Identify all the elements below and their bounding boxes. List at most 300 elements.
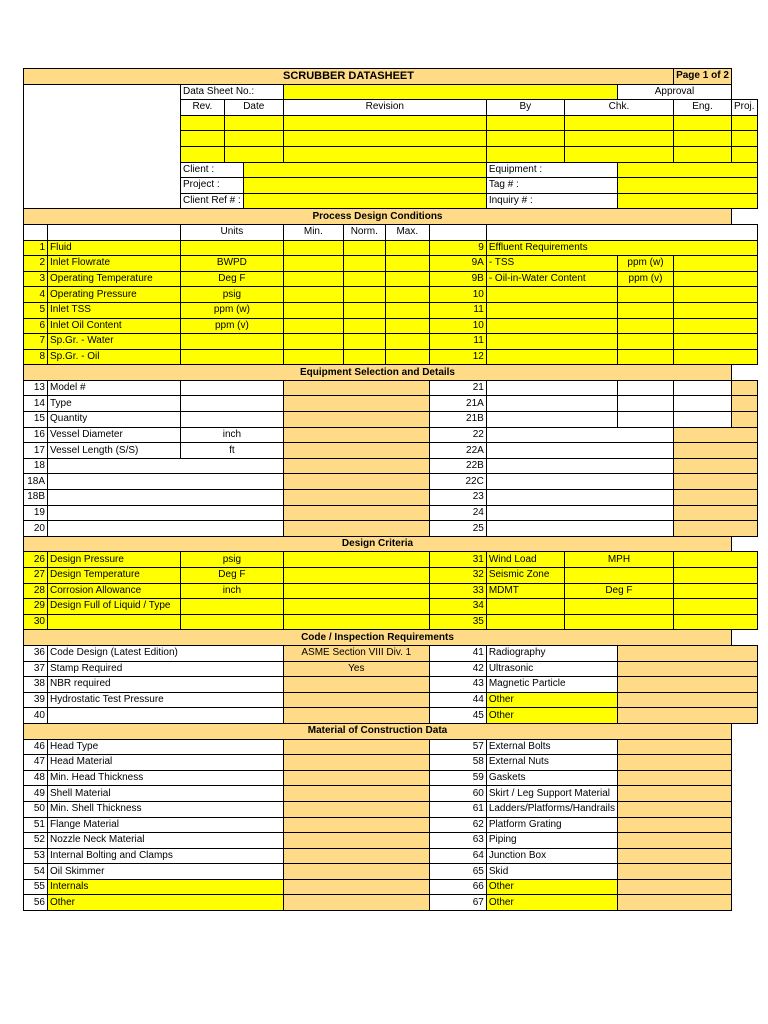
value-cell[interactable] bbox=[673, 458, 757, 474]
approval-label: Approval bbox=[617, 84, 731, 100]
table-row bbox=[24, 287, 758, 303]
unit-cell bbox=[181, 599, 284, 615]
item-number: 67 bbox=[429, 895, 486, 911]
min-header: Min. bbox=[283, 224, 343, 240]
table-row bbox=[24, 817, 758, 833]
norm-value-cell[interactable] bbox=[343, 318, 385, 334]
item-number: 48 bbox=[24, 770, 48, 786]
chk-cell[interactable] bbox=[564, 131, 673, 147]
item-number: 15 bbox=[24, 412, 48, 428]
value-cell[interactable] bbox=[731, 380, 757, 396]
value-cell[interactable] bbox=[283, 583, 429, 599]
table-row bbox=[24, 708, 758, 724]
table-row bbox=[24, 677, 758, 693]
value-cell[interactable] bbox=[617, 661, 757, 677]
item-number: 19 bbox=[24, 505, 48, 521]
unit-cell: inch bbox=[181, 427, 284, 443]
unit-cell bbox=[617, 318, 673, 334]
rev-cell[interactable] bbox=[181, 146, 225, 162]
equipment-label: Equipment : bbox=[486, 162, 617, 178]
tag-label: Tag # : bbox=[486, 178, 617, 194]
value-cell[interactable] bbox=[617, 817, 731, 833]
item-label: Other bbox=[48, 895, 284, 911]
unit-cell bbox=[617, 302, 673, 318]
min-value-cell[interactable] bbox=[283, 302, 343, 318]
table-row bbox=[24, 583, 758, 599]
page-indicator: Page 1 of 2 bbox=[673, 69, 731, 85]
min-value-cell[interactable] bbox=[283, 334, 343, 350]
value-cell[interactable] bbox=[283, 552, 429, 568]
table-row bbox=[24, 240, 758, 256]
proj-cell[interactable] bbox=[731, 131, 757, 147]
value-cell[interactable] bbox=[673, 287, 757, 303]
item-number: 38 bbox=[24, 677, 48, 693]
value-cell[interactable] bbox=[673, 599, 757, 615]
value-cell[interactable] bbox=[283, 677, 429, 693]
unit-cell bbox=[564, 599, 673, 615]
item-label: Internal Bolting and Clamps bbox=[48, 848, 284, 864]
item-label: Ultrasonic bbox=[486, 661, 617, 677]
unit-cell bbox=[564, 568, 673, 584]
table-row bbox=[24, 443, 758, 459]
table-row bbox=[24, 848, 758, 864]
item-number: 40 bbox=[24, 708, 48, 724]
unit-cell bbox=[617, 349, 673, 365]
item-label: Other bbox=[486, 879, 617, 895]
table-row bbox=[24, 458, 758, 474]
item-number: 37 bbox=[24, 661, 48, 677]
unit-cell bbox=[617, 396, 673, 412]
item-label bbox=[48, 458, 284, 474]
value-cell[interactable] bbox=[673, 271, 757, 287]
item-label: Operating Pressure bbox=[48, 287, 181, 303]
inquiry-field[interactable] bbox=[617, 193, 757, 209]
item-number: 8 bbox=[24, 349, 48, 365]
item-label: Quantity bbox=[48, 412, 181, 428]
section-header-row bbox=[24, 723, 758, 739]
norm-header: Norm. bbox=[343, 224, 385, 240]
table-row bbox=[24, 645, 758, 661]
unit-cell bbox=[181, 334, 284, 350]
value-cell[interactable] bbox=[617, 739, 731, 755]
value-cell[interactable] bbox=[617, 692, 757, 708]
unit-cell: inch bbox=[181, 583, 284, 599]
revision-cell[interactable] bbox=[283, 146, 486, 162]
min-value-cell[interactable] bbox=[283, 287, 343, 303]
value-cell[interactable] bbox=[617, 895, 731, 911]
item-number: 62 bbox=[429, 817, 486, 833]
value-cell[interactable] bbox=[283, 490, 429, 506]
value-cell[interactable] bbox=[673, 349, 757, 365]
value-cell[interactable] bbox=[673, 505, 757, 521]
value-cell[interactable] bbox=[283, 786, 429, 802]
value-cell[interactable] bbox=[617, 770, 731, 786]
unit-cell: Deg F bbox=[181, 271, 284, 287]
unit-cell bbox=[617, 287, 673, 303]
item-number: 35 bbox=[429, 614, 486, 630]
item-label bbox=[486, 521, 673, 537]
value-cell[interactable] bbox=[283, 817, 429, 833]
client-label: Client : bbox=[181, 162, 244, 178]
value-cell[interactable] bbox=[283, 412, 429, 428]
table-row bbox=[24, 349, 758, 365]
item-number: 42 bbox=[429, 661, 486, 677]
item-number: 52 bbox=[24, 833, 48, 849]
value-cell[interactable] bbox=[283, 833, 429, 849]
value-cell[interactable] bbox=[673, 568, 757, 584]
revision-cell[interactable] bbox=[283, 115, 486, 131]
item-label: Sp.Gr. - Water bbox=[48, 334, 181, 350]
item-number: 30 bbox=[24, 614, 48, 630]
table-row bbox=[24, 661, 758, 677]
item-number: 51 bbox=[24, 817, 48, 833]
max-value-cell[interactable] bbox=[385, 334, 429, 350]
max-value-cell[interactable] bbox=[385, 287, 429, 303]
value-cell[interactable] bbox=[673, 256, 757, 272]
section-header-row bbox=[24, 536, 758, 552]
by-cell[interactable] bbox=[486, 146, 564, 162]
value-cell[interactable] bbox=[283, 568, 429, 584]
item-label: Gaskets bbox=[486, 770, 617, 786]
max-value-cell[interactable] bbox=[385, 256, 429, 272]
value-cell[interactable] bbox=[283, 427, 429, 443]
section-title: Code / Inspection Requirements bbox=[24, 630, 732, 646]
item-label bbox=[48, 505, 284, 521]
chk-header: Chk. bbox=[564, 100, 673, 116]
value-cell[interactable] bbox=[617, 645, 757, 661]
rev-header: Rev. bbox=[181, 100, 225, 116]
value-cell[interactable] bbox=[617, 786, 731, 802]
revision-cell[interactable] bbox=[283, 131, 486, 147]
item-number: 21B bbox=[429, 412, 486, 428]
min-value-cell[interactable] bbox=[283, 318, 343, 334]
value-cell[interactable] bbox=[283, 505, 429, 521]
value-cell[interactable] bbox=[731, 412, 757, 428]
table-row bbox=[24, 521, 758, 537]
item-label: Magnetic Particle bbox=[486, 677, 617, 693]
table-row bbox=[24, 256, 758, 272]
norm-value-cell[interactable] bbox=[343, 240, 385, 256]
item-label: Piping bbox=[486, 833, 617, 849]
value-cell[interactable] bbox=[283, 396, 429, 412]
item-label: Inlet Oil Content bbox=[48, 318, 181, 334]
max-value-cell[interactable] bbox=[385, 318, 429, 334]
item-label: Inlet Flowrate bbox=[48, 256, 181, 272]
unit-cell: Deg F bbox=[564, 583, 673, 599]
item-number: 45 bbox=[429, 708, 486, 724]
item-number: 10 bbox=[429, 318, 486, 334]
value-cell[interactable]: ASME Section VIII Div. 1 bbox=[283, 645, 429, 661]
eng-cell[interactable] bbox=[673, 131, 731, 147]
item-label bbox=[486, 302, 617, 318]
item-number: 43 bbox=[429, 677, 486, 693]
value-cell[interactable] bbox=[673, 583, 757, 599]
item-number: 60 bbox=[429, 786, 486, 802]
item-label: Other bbox=[486, 692, 617, 708]
value-cell[interactable] bbox=[673, 614, 757, 630]
item-number: 11 bbox=[429, 334, 486, 350]
min-value-cell[interactable] bbox=[283, 240, 343, 256]
item-label: External Nuts bbox=[486, 755, 617, 771]
date-cell[interactable] bbox=[224, 115, 283, 131]
item-number: 32 bbox=[429, 568, 486, 584]
date-cell[interactable] bbox=[224, 131, 283, 147]
item-label bbox=[48, 614, 181, 630]
item-label bbox=[486, 287, 617, 303]
item-number: 47 bbox=[24, 755, 48, 771]
value-cell[interactable] bbox=[617, 677, 757, 693]
max-value-cell[interactable] bbox=[385, 302, 429, 318]
unit-cell: ppm (w) bbox=[181, 302, 284, 318]
item-label: Stamp Required bbox=[48, 661, 284, 677]
item-number: 39 bbox=[24, 692, 48, 708]
value-cell[interactable] bbox=[283, 443, 429, 459]
item-label: Skirt / Leg Support Material bbox=[486, 786, 617, 802]
value-cell[interactable] bbox=[617, 833, 731, 849]
item-number: 58 bbox=[429, 755, 486, 771]
norm-value-cell[interactable] bbox=[343, 302, 385, 318]
item-label bbox=[486, 427, 673, 443]
item-number: 18 bbox=[24, 458, 48, 474]
unit-cell: ppm (v) bbox=[181, 318, 284, 334]
unit-cell bbox=[181, 240, 284, 256]
section-title: Process Design Conditions bbox=[24, 209, 732, 225]
rev-cell[interactable] bbox=[181, 131, 225, 147]
value-cell[interactable] bbox=[283, 770, 429, 786]
table-row bbox=[24, 396, 758, 412]
value-cell[interactable] bbox=[283, 692, 429, 708]
table-row bbox=[24, 334, 758, 350]
value-cell[interactable] bbox=[617, 848, 731, 864]
item-label: Hydrostatic Test Pressure bbox=[48, 692, 284, 708]
blank-cell bbox=[673, 396, 731, 412]
item-number: 9B bbox=[429, 271, 486, 287]
eng-cell[interactable] bbox=[673, 146, 731, 162]
item-number: 26 bbox=[24, 552, 48, 568]
item-number: 55 bbox=[24, 879, 48, 895]
unit-cell bbox=[617, 380, 673, 396]
item-label: Design Pressure bbox=[48, 552, 181, 568]
value-cell[interactable] bbox=[673, 474, 757, 490]
norm-value-cell[interactable] bbox=[343, 334, 385, 350]
value-cell[interactable] bbox=[283, 521, 429, 537]
item-number: 11 bbox=[429, 302, 486, 318]
item-label: Type bbox=[48, 396, 181, 412]
item-label: Design Temperature bbox=[48, 568, 181, 584]
scrubber-datasheet-table bbox=[23, 68, 758, 911]
item-number: 1 bbox=[24, 240, 48, 256]
item-label: Shell Material bbox=[48, 786, 284, 802]
item-number: 22B bbox=[429, 458, 486, 474]
value-cell[interactable] bbox=[673, 318, 757, 334]
item-label bbox=[486, 599, 564, 615]
value-cell[interactable] bbox=[673, 334, 757, 350]
value-cell[interactable] bbox=[283, 599, 429, 615]
value-cell[interactable] bbox=[617, 755, 731, 771]
value-cell[interactable] bbox=[731, 396, 757, 412]
norm-value-cell[interactable] bbox=[343, 349, 385, 365]
value-cell[interactable] bbox=[283, 614, 429, 630]
item-number: 14 bbox=[24, 396, 48, 412]
proj-cell[interactable] bbox=[731, 146, 757, 162]
value-cell[interactable] bbox=[283, 864, 429, 880]
item-label: Design Full of Liquid / Type bbox=[48, 599, 181, 615]
project-field[interactable] bbox=[243, 178, 486, 194]
value-cell[interactable] bbox=[283, 895, 429, 911]
item-label bbox=[486, 458, 673, 474]
item-label: MDMT bbox=[486, 583, 564, 599]
chk-cell[interactable] bbox=[564, 115, 673, 131]
table-row bbox=[24, 380, 758, 396]
unit-cell: psig bbox=[181, 552, 284, 568]
item-label: Inlet TSS bbox=[48, 302, 181, 318]
value-cell[interactable] bbox=[673, 443, 757, 459]
item-number: 3 bbox=[24, 271, 48, 287]
tag-field[interactable] bbox=[617, 178, 757, 194]
item-number: 9A bbox=[429, 256, 486, 272]
item-number: 54 bbox=[24, 864, 48, 880]
item-number: 18A bbox=[24, 474, 48, 490]
equipment-field[interactable] bbox=[617, 162, 757, 178]
max-header: Max. bbox=[385, 224, 429, 240]
date-cell[interactable] bbox=[224, 146, 283, 162]
datasheet-title: SCRUBBER DATASHEET bbox=[24, 69, 674, 85]
eng-header: Eng. bbox=[673, 100, 731, 116]
value-cell[interactable] bbox=[283, 879, 429, 895]
item-number: 29 bbox=[24, 599, 48, 615]
blank-cell bbox=[24, 224, 48, 240]
table-row bbox=[24, 770, 758, 786]
item-label: Vessel Length (S/S) bbox=[48, 443, 181, 459]
unit-cell bbox=[564, 614, 673, 630]
item-label: External Bolts bbox=[486, 739, 617, 755]
table-row bbox=[24, 755, 758, 771]
item-label: Junction Box bbox=[486, 848, 617, 864]
value-cell[interactable] bbox=[617, 708, 757, 724]
value-cell[interactable] bbox=[283, 380, 429, 396]
value-cell[interactable] bbox=[673, 302, 757, 318]
min-value-cell[interactable] bbox=[283, 271, 343, 287]
item-label: Flange Material bbox=[48, 817, 284, 833]
table-row bbox=[24, 224, 758, 240]
value-cell[interactable] bbox=[673, 490, 757, 506]
item-number: 4 bbox=[24, 287, 48, 303]
value-cell[interactable] bbox=[617, 801, 731, 817]
data-sheet-no-field[interactable] bbox=[283, 84, 617, 100]
item-number: 44 bbox=[429, 692, 486, 708]
item-label: - TSS bbox=[486, 256, 617, 272]
item-number: 10 bbox=[429, 287, 486, 303]
item-label: Other bbox=[486, 708, 617, 724]
item-label bbox=[48, 521, 284, 537]
table-row bbox=[24, 568, 758, 584]
value-cell[interactable] bbox=[283, 755, 429, 771]
item-label bbox=[486, 412, 617, 428]
norm-value-cell[interactable] bbox=[343, 256, 385, 272]
units-header: Units bbox=[181, 224, 284, 240]
inquiry-label: Inquiry # : bbox=[486, 193, 617, 209]
value-cell[interactable]: Yes bbox=[283, 661, 429, 677]
by-cell[interactable] bbox=[486, 131, 564, 147]
chk-cell[interactable] bbox=[564, 146, 673, 162]
item-label: NBR required bbox=[48, 677, 284, 693]
value-cell[interactable] bbox=[283, 848, 429, 864]
proj-cell[interactable] bbox=[731, 115, 757, 131]
item-number: 57 bbox=[429, 739, 486, 755]
value-cell[interactable] bbox=[673, 552, 757, 568]
item-number: 63 bbox=[429, 833, 486, 849]
value-cell[interactable] bbox=[283, 708, 429, 724]
item-label bbox=[48, 490, 284, 506]
date-header: Date bbox=[224, 100, 283, 116]
value-cell[interactable] bbox=[673, 521, 757, 537]
max-value-cell[interactable] bbox=[385, 349, 429, 365]
min-value-cell[interactable] bbox=[283, 349, 343, 365]
table-row bbox=[24, 599, 758, 615]
table-row bbox=[24, 879, 758, 895]
value-cell[interactable] bbox=[617, 864, 731, 880]
value-cell[interactable] bbox=[673, 427, 757, 443]
item-number: 17 bbox=[24, 443, 48, 459]
norm-value-cell[interactable] bbox=[343, 271, 385, 287]
value-cell[interactable] bbox=[283, 474, 429, 490]
max-value-cell[interactable] bbox=[385, 240, 429, 256]
item-label bbox=[486, 318, 617, 334]
item-label: Seismic Zone bbox=[486, 568, 564, 584]
unit-cell bbox=[181, 412, 284, 428]
item-number: 12 bbox=[429, 349, 486, 365]
item-number: 66 bbox=[429, 879, 486, 895]
unit-cell: BWPD bbox=[181, 256, 284, 272]
client-field[interactable] bbox=[243, 162, 486, 178]
max-value-cell[interactable] bbox=[385, 271, 429, 287]
item-number: 22 bbox=[429, 427, 486, 443]
item-number: 64 bbox=[429, 848, 486, 864]
table-row bbox=[24, 801, 758, 817]
client-ref-field[interactable] bbox=[243, 193, 486, 209]
revision-header: Revision bbox=[283, 100, 486, 116]
value-cell[interactable] bbox=[283, 801, 429, 817]
by-cell[interactable] bbox=[486, 115, 564, 131]
item-number: 65 bbox=[429, 864, 486, 880]
item-label bbox=[486, 474, 673, 490]
eng-cell[interactable] bbox=[673, 115, 731, 131]
proj-header: Proj. bbox=[731, 100, 757, 116]
value-cell[interactable] bbox=[283, 458, 429, 474]
client-ref-label: Client Ref # : bbox=[181, 193, 244, 209]
unit-cell bbox=[181, 349, 284, 365]
section-title: Equipment Selection and Details bbox=[24, 365, 732, 381]
rev-cell[interactable] bbox=[181, 115, 225, 131]
item-label: Min. Shell Thickness bbox=[48, 801, 284, 817]
item-number: 25 bbox=[429, 521, 486, 537]
item-number: 61 bbox=[429, 801, 486, 817]
min-value-cell[interactable] bbox=[283, 256, 343, 272]
item-label: Internals bbox=[48, 879, 284, 895]
blank-cell bbox=[48, 224, 181, 240]
item-number: 22A bbox=[429, 443, 486, 459]
unit-cell: Deg F bbox=[181, 568, 284, 584]
table-row bbox=[24, 271, 758, 287]
value-cell[interactable] bbox=[617, 879, 731, 895]
item-label: Other bbox=[486, 895, 617, 911]
blank-cell bbox=[429, 224, 486, 240]
norm-value-cell[interactable] bbox=[343, 287, 385, 303]
item-number: 41 bbox=[429, 645, 486, 661]
item-number: 33 bbox=[429, 583, 486, 599]
value-cell[interactable] bbox=[283, 739, 429, 755]
unit-cell bbox=[617, 334, 673, 350]
